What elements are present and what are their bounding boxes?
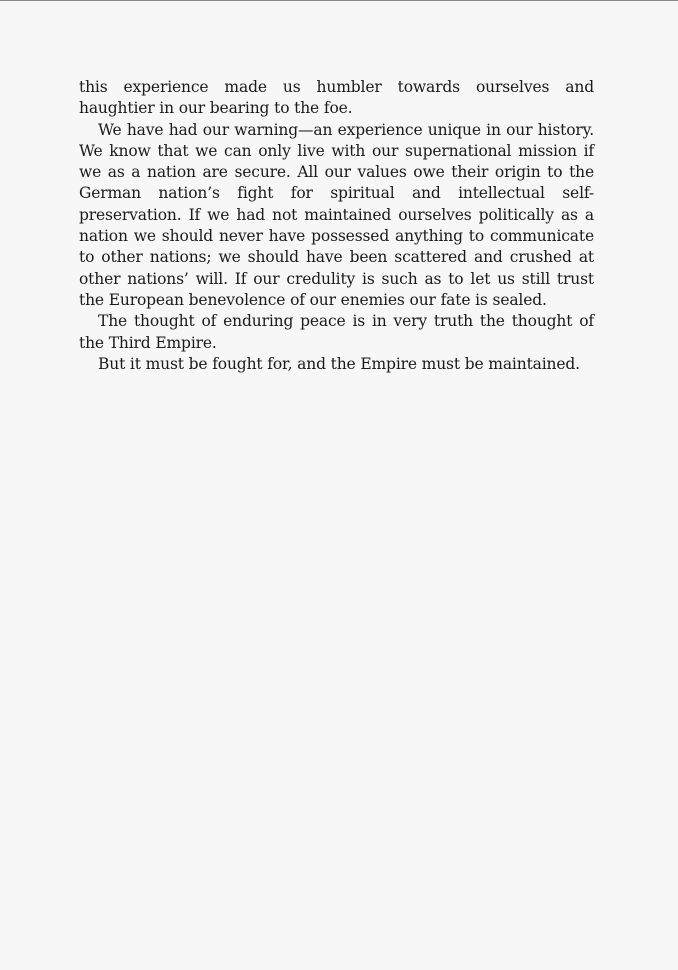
paragraph-empire-maintained: But it must be fought for, and the Empire must be maintained. <box>98 354 580 373</box>
top-border-line <box>0 0 678 1</box>
paragraph-enduring-peace: The thought of enduring peace is in very truth the thought of the Third Empire. <box>79 312 594 352</box>
paragraph-continuation: this experience made us humbler towards ourselves and haughtier in our bearing to the foe. <box>79 78 594 118</box>
paragraph-warning: We have had our warning—an experience unique in our history. We know that we can only live with our supernational mission if we as a nation are secure. All our values owe their origin to the German nation’s fight for spiritual and intellectual self-preservation. If we had not maintained ourselves politically as a nation we should never have possessed anything to communicate to other nations; we should have been scattered and crushed at other nations’ will. If our credulity is such as to let us still trust the European benevolence of our enemies our fate is sealed. <box>79 120 594 309</box>
page-body-text <box>79 77 594 375</box>
